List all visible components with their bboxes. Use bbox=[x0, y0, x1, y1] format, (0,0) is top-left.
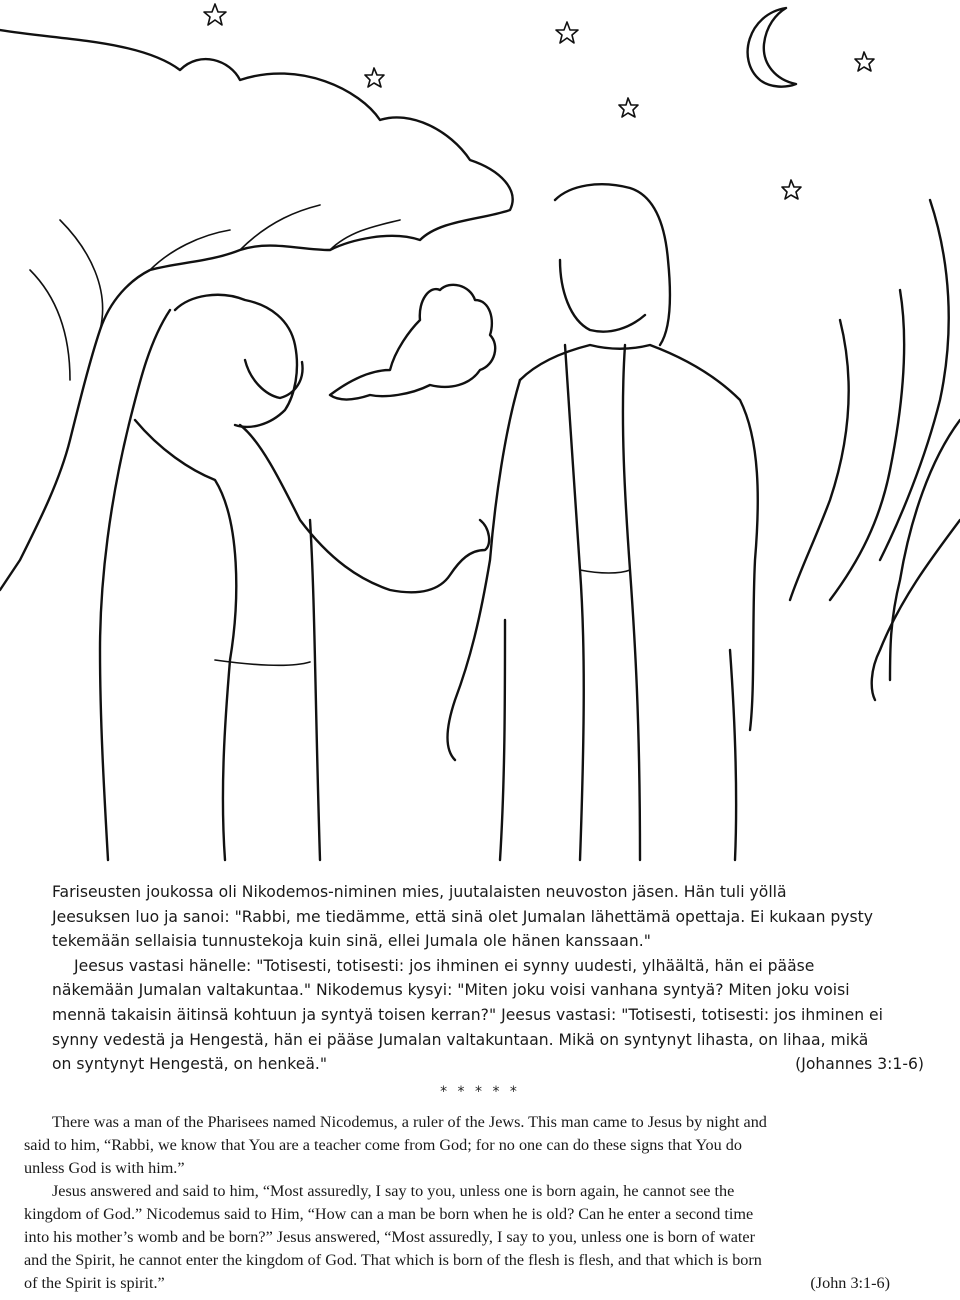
english-line: There was a man of the Pharisees named Nicodemus, a ruler of the Jews. This man came to Jesus by night and bbox=[52, 1113, 767, 1131]
star-icon bbox=[855, 52, 874, 71]
finnish-line: Jeesuksen luo ja sanoi: "Rabbi, me tiedämme, että sinä olet Jumalan lähettämä opettaja. Ei kukaan pysty bbox=[52, 907, 874, 926]
english-last-line bbox=[24, 1272, 924, 1295]
finnish-last-line bbox=[52, 1052, 928, 1077]
english-line: unless God is with him.” bbox=[24, 1159, 185, 1177]
star-icon bbox=[619, 98, 638, 117]
finnish-line: näkemään Jumalan valtakuntaa." Nikodemus kysyi: "Miten joku voisi vanhana syntyä? Miten joku voisi bbox=[52, 981, 850, 1000]
english-line: said to him, “Rabbi, we know that You are a teacher come from God; for no one can do these signs that You do bbox=[24, 1136, 742, 1154]
finnish-passage bbox=[52, 880, 928, 1077]
star-icon bbox=[782, 180, 801, 199]
finnish-line: mennä takaisin äitinsä kohtuun ja syntyä toisen kerran?" Jeesus vastasi: "Totisesti, totisesti: jos ihminen ei bbox=[52, 1005, 883, 1024]
english-line: Jesus answered and said to him, “Most assuredly, I say to you, unless one is born again, he cannot see the bbox=[52, 1182, 735, 1200]
reeds bbox=[790, 200, 960, 700]
finnish-line: on syntynyt Hengestä, on henkeä." bbox=[52, 1055, 328, 1074]
finnish-line: tekemään sellaisia tunnustekoja kuin sinä, ellei Jumala ole hänen kanssaan." bbox=[52, 932, 651, 951]
finnish-line: Jeesus vastasi hänelle: "Totisesti, totisesti: jos ihminen ei synny uudesti, ylhäältä, hän ei pääse bbox=[74, 956, 815, 975]
section-divider: * * * * * bbox=[440, 1084, 520, 1100]
nicodemus-figure bbox=[100, 295, 489, 860]
english-reference: (John 3:1-6) bbox=[810, 1274, 890, 1292]
finnish-reference: (Johannes 3:1-6) bbox=[795, 1055, 924, 1074]
star-icon bbox=[365, 68, 384, 87]
tree bbox=[0, 30, 513, 590]
english-line: kingdom of God.” Nicodemus said to Him, “How can a man be born when he is old? Can he enter a second time bbox=[24, 1205, 754, 1223]
leafy-branch bbox=[330, 285, 495, 400]
english-line: and the Spirit, he cannot enter the kingdom of God. That which is born of the flesh is flesh, and that which is born bbox=[24, 1251, 762, 1269]
night-sky bbox=[204, 4, 874, 199]
finnish-line: synny vedestä ja Hengestä, hän ei pääse Jumalan valtakuntaan. Mikä on syntynyt lihasta, on lihaa, mikä bbox=[52, 1030, 869, 1049]
english-line: into his mother’s womb and be born?” Jesus answered, “Most assuredly, I say to you, unless one is born of water bbox=[24, 1228, 755, 1246]
moon-icon bbox=[748, 8, 796, 87]
english-line: of the Spirit is spirit.” bbox=[24, 1274, 165, 1292]
finnish-line: Fariseusten joukossa oli Nikodemos-niminen mies, juutalaisten neuvoston jäsen. Hän tuli yöllä bbox=[52, 883, 787, 901]
star-icon bbox=[556, 22, 578, 43]
star-icon bbox=[204, 4, 226, 25]
jesus-figure bbox=[448, 184, 758, 860]
english-passage bbox=[24, 1111, 924, 1295]
